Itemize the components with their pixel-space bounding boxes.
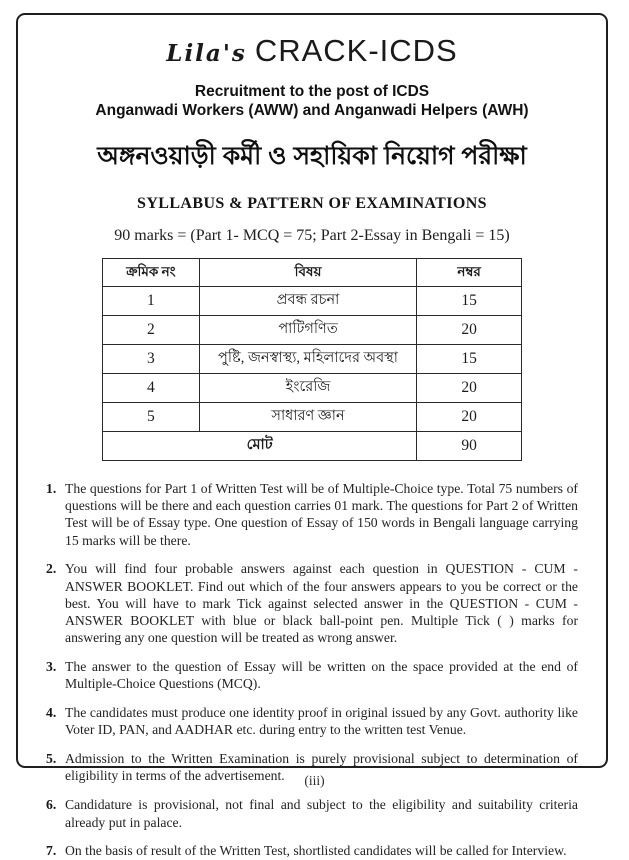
cell-subject: ইংরেজি xyxy=(199,373,416,402)
note-text: Candidature is provisional, not final and subject to the eligibility and suitability criteria already put in palace. xyxy=(65,797,578,830)
note-item-4 xyxy=(46,704,578,739)
note-number: 1. xyxy=(46,480,57,496)
table-row xyxy=(103,315,522,344)
brand-title xyxy=(44,33,580,69)
note-number: 4. xyxy=(46,705,57,721)
note-item-7 xyxy=(46,842,578,859)
table-row xyxy=(103,373,522,402)
cell-serial: 5 xyxy=(103,402,200,431)
brand-script-text: Lila's xyxy=(166,40,247,67)
cell-marks: 20 xyxy=(417,315,522,344)
note-number: 7. xyxy=(46,843,57,859)
table-row xyxy=(103,344,522,373)
table-header-row xyxy=(103,258,522,286)
cell-marks: 15 xyxy=(417,344,522,373)
cell-marks: 20 xyxy=(417,373,522,402)
subtitle-line-1: Recruitment to the post of ICDS xyxy=(194,83,430,100)
total-label: মোট xyxy=(103,431,417,460)
brand-main-text: CRACK-ICDS xyxy=(254,33,458,68)
syllabus-table xyxy=(102,258,522,461)
note-text: You will find four probable answers against each question in QUESTION - CUM - ANSWER BOOKLET. Find out which of the four answers appears to you be correct or the best. You will have to mark Tick against selected answer in the QUESTION - CUM - ANSWER BOOKLET with blue or black ball-point pen. Multiple Tick ( ) marks for answering any one question will be treated as wrong answer. xyxy=(65,561,578,646)
recruitment-subtitle xyxy=(44,82,580,121)
total-marks: 90 xyxy=(417,431,522,460)
cell-marks: 20 xyxy=(417,402,522,431)
note-item-3 xyxy=(46,658,578,693)
cell-subject: প্রবন্ধ রচনা xyxy=(199,286,416,315)
bengali-title: অঙ্গনওয়াড়ী কর্মী ও সহায়িকা নিয়োগ পরীক্ষা xyxy=(97,141,527,170)
header-subject: বিষয় xyxy=(199,258,416,286)
cell-serial: 4 xyxy=(103,373,200,402)
header-marks: নম্বর xyxy=(417,258,522,286)
cell-serial: 3 xyxy=(103,344,200,373)
note-text: The answer to the question of Essay will be written on the space provided at the end of Multiple-Choice Questions (MCQ). xyxy=(65,659,578,692)
cell-serial: 2 xyxy=(103,315,200,344)
note-text: On the basis of result of the Written Test, shortlisted candidates will be called for Interview. xyxy=(65,843,567,859)
cell-marks: 15 xyxy=(417,286,522,315)
note-number: 3. xyxy=(46,659,57,675)
cell-subject: পুষ্টি, জনস্বাস্থ্য, মহিলাদের অবস্থা xyxy=(199,344,416,373)
note-item-2 xyxy=(46,560,578,646)
page-number: (iii) xyxy=(304,773,325,788)
header-serial-no: ক্রমিক নং xyxy=(103,258,200,286)
cell-subject: পাটিগণিত xyxy=(199,315,416,344)
note-text: The questions for Part 1 of Written Test will be of Multiple-Choice type. Total 75 numbers of questions will be there and each question carries 01 mark. The questions for Part 2 of Written Test will be of Essay type. One question of Essay of 150 words in Bengali language carrying 15 marks will be there. xyxy=(65,480,578,548)
subtitle-line-2: Anganwadi Workers (AWW) and Anganwadi Helpers (AWH) xyxy=(95,102,529,120)
note-text: The candidates must produce one identity proof in original issued by any Govt. authority like Voter ID, PAN, and AADHAR etc. during entry to the written test Venue. xyxy=(65,705,578,738)
table-row xyxy=(103,402,522,431)
note-number: 2. xyxy=(46,561,57,577)
cell-serial: 1 xyxy=(103,286,200,315)
cell-subject: সাধারণ জ্ঞান xyxy=(199,402,416,431)
instruction-notes xyxy=(44,480,580,860)
note-number: 6. xyxy=(46,797,57,813)
table-row xyxy=(103,286,522,315)
table-total-row xyxy=(103,431,522,460)
section-heading: SYLLABUS & PATTERN OF EXAMINATIONS xyxy=(137,194,487,212)
note-number: 5. xyxy=(46,751,57,767)
note-item-1 xyxy=(46,480,578,549)
note-text: Admission to the Written Examination is purely provisional subject to determination of eligibility in terms of the advertisement. xyxy=(65,751,578,784)
note-item-6 xyxy=(46,796,578,831)
document-content xyxy=(18,15,606,860)
marks-summary-line: 90 marks = (Part 1- MCQ = 75; Part 2-Essay in Bengali = 15) xyxy=(114,226,510,244)
